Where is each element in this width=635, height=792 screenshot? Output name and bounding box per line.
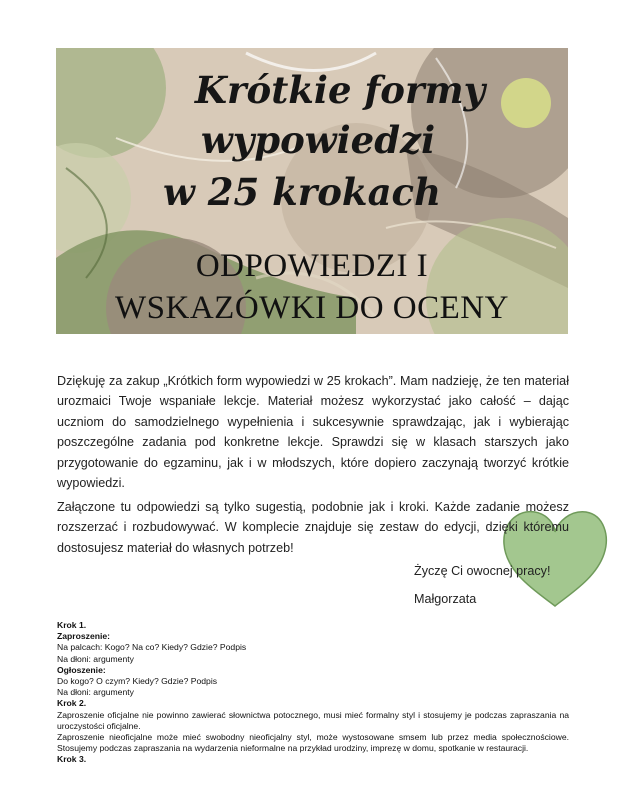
step-2-paragraph-1: Zaproszenie oficjalne nie powinno zawierać słownictwa potocznego, musi mieć formalny styl i stosujemy je podczas zapraszania na uroczystości oficjalne. bbox=[57, 709, 569, 731]
signature-name: Małgorzata bbox=[414, 592, 477, 606]
step-1-heading: Krok 1. bbox=[57, 620, 87, 630]
step-3-heading: Krok 3. bbox=[57, 754, 87, 765]
cover-title-line-2: wypowiedzi bbox=[200, 118, 436, 162]
announcement-fingers: Do kogo? O czym? Kiedy? Gdzie? Podpis bbox=[57, 676, 218, 687]
announcement-palm: Na dłoni: argumenty bbox=[57, 687, 134, 698]
announcement-label: Ogłoszenie: bbox=[57, 664, 106, 675]
intro-paragraph-2: Załączone tu odpowiedzi są tylko sugestią, podobnie jak i kroki. Każde zadanie możesz rozszerzać i rozbudowywać. W komplecie znajduje się zestaw do edycji, dzięki któremu dostosujesz materiał do własnych potrzeb! bbox=[57, 500, 569, 555]
cover-subtitle-line-1: ODPOWIEDZI I bbox=[195, 248, 429, 284]
invitation-fingers: Na palcach: Kogo? Na co? Kiedy? Gdzie? Podpis bbox=[57, 642, 247, 653]
invitation-label: Zaproszenie: bbox=[57, 631, 111, 642]
step-2-heading: Krok 2. bbox=[57, 698, 87, 709]
step-2-paragraph-2: Zaproszenie nieoficjalne może mieć swobodny nieoficjalny styl, może wystosowane smsem lub przez media społecznościowe. Stosujemy podczas zapraszania na wydarzenia nieformalne na przykład urodziny, imprezę w domu, spotkanie w restauracji. bbox=[57, 732, 569, 754]
intro-paragraph-1: Dziękuję za zakup „Krótkich form wypowiedzi w 25 krokach”. Mam nadzieję, że ten materiał urozmaici Twoje wspaniałe lekcje. Materiał możesz wykorzystać jako całość – dając uczniom do samodzielnego wypełnienia i sukcesywnie sprawdzając, jak i wybierając poszczególne zadania pod konkretne lekcje. Sprawdzi się w klasach starszych jako przygotowanie do egzaminu, jak i w młodszych, które dopiero zaczynają tworzyć krótkie wypowiedzi. bbox=[57, 374, 569, 491]
cover-subtitle-line-2: WSKAZÓWKI DO OCENY bbox=[115, 290, 509, 326]
signature-wish: Życzę Ci owocnej pracy! bbox=[414, 564, 551, 578]
cover-title-line-3: w 25 krokach bbox=[163, 170, 441, 214]
cover-banner bbox=[56, 48, 568, 334]
invitation-palm: Na dłoni: argumenty bbox=[57, 653, 134, 664]
cover-title-line-1: Krótkie formy bbox=[194, 68, 486, 112]
steps-section bbox=[57, 620, 569, 766]
